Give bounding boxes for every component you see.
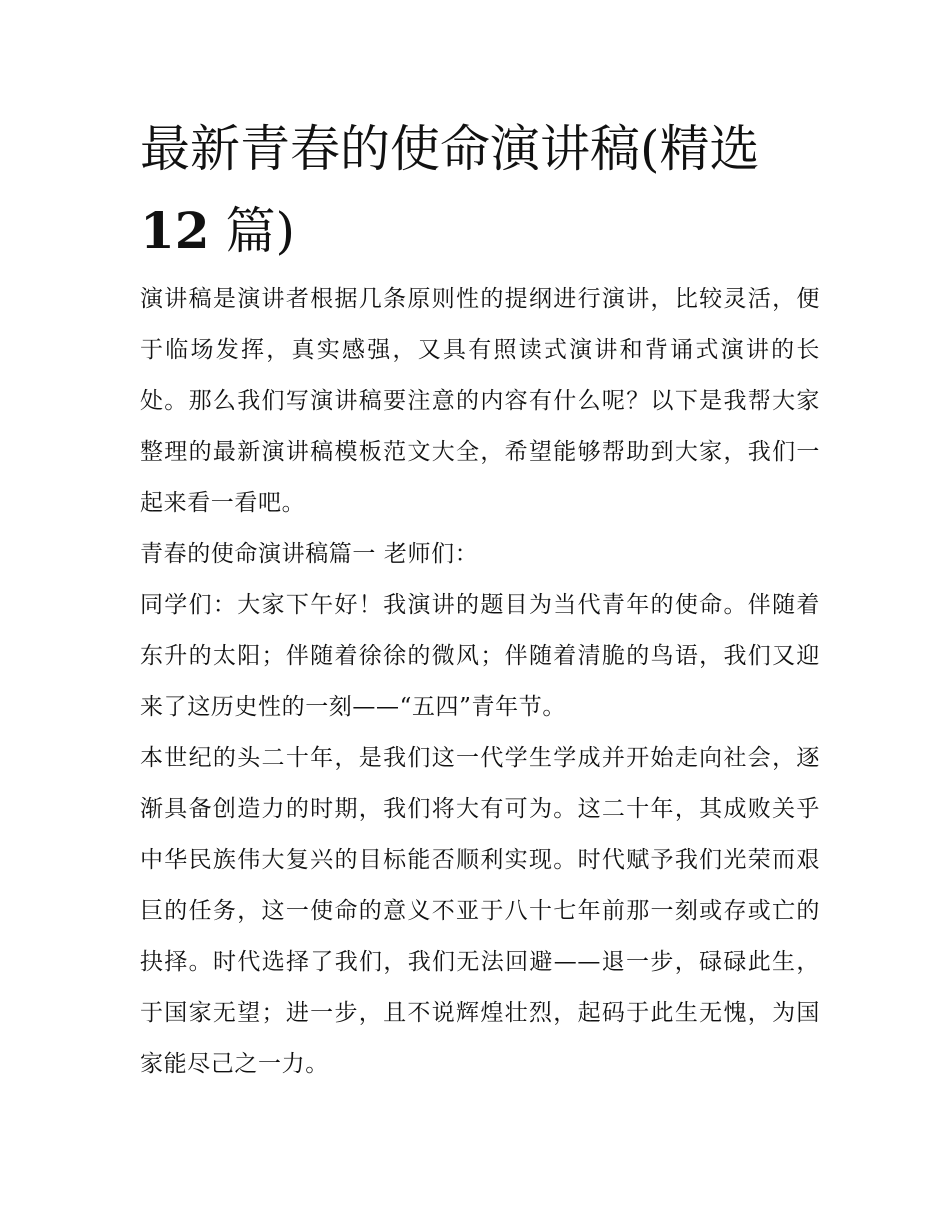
body-paragraph: 本世纪的头二十年，是我们这一代学生学成并开始走向社会，逐渐具备创造力的时期，我们将大有可为。这二十年，其成败关乎中华民族伟大复兴的目标能否顺利实现。时代赋予我们光荣而艰巨的任务，这一使命的意义不亚于八十七年前那一刻或存或亡的抉择。时代选择了我们，我们无法回避——退一步，碌碌此生，于国家无望；进一步，且不说辉煌壮烈，起码于此生无愧，为国家能尽己之一力。 bbox=[140, 745, 820, 1077]
intro-paragraph: 演讲稿是演讲者根据几条原则性的提纲进行演讲，比较灵活，便于临场发挥，真实感强，又具有照读式演讲和背诵式演讲的长处。那么我们写演讲稿要注意的内容有什么呢？以下是我帮大家整理的最新演讲稿模板范文大全，希望能够帮助到大家，我们一起来看一看吧。 bbox=[140, 286, 820, 516]
title-suffix: 篇) bbox=[225, 202, 296, 260]
document-title bbox=[140, 108, 820, 272]
title-main: 最新青春的使命演讲稿(精选 bbox=[140, 120, 760, 178]
section-heading-paragraph: 青春的使命演讲稿篇一 老师们： bbox=[140, 541, 479, 567]
title-number: 12 bbox=[140, 201, 210, 260]
greeting-paragraph: 同学们：大家下午好！我演讲的题目为当代青年的使命。伴随着东升的太阳；伴随着徐徐的微风；伴随着清脆的鸟语，我们又迎来了这历史性的一刻——“五四”青年节。 bbox=[140, 592, 820, 720]
document-body bbox=[140, 274, 820, 1090]
